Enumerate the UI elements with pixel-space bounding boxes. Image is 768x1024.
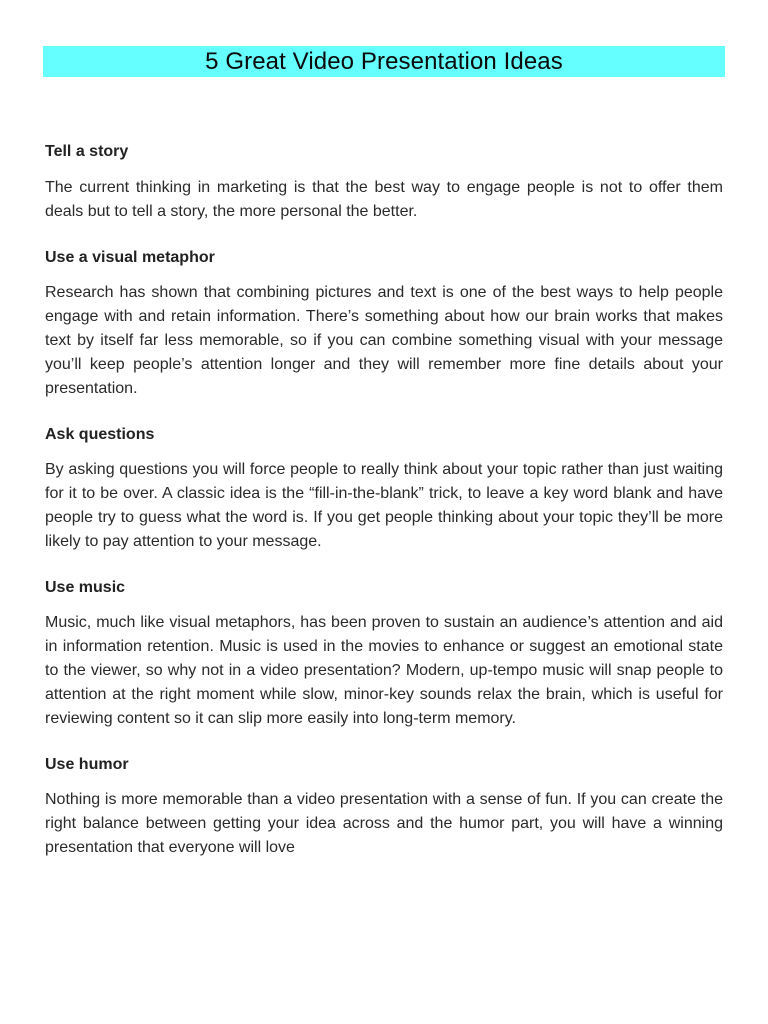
section-paragraph: Research has shown that combining pictures and text is one of the best ways to help people engage with and retain information. There’s something about how our brain works that makes text by itself far less memorable, so if you can combine something visual with your message you’ll keep people’s attention longer and they will remember more fine details about your presentation. — [45, 284, 723, 397]
section-heading: Ask questions — [45, 426, 155, 443]
document-title: 5 Great Video Presentation Ideas — [205, 47, 563, 75]
section-heading: Use a visual metaphor — [45, 249, 215, 266]
section-paragraph: By asking questions you will force people to really think about your topic rather than just waiting for it to be over. A classic idea is the “fill-in-the-blank” trick, to leave a key word blank and have people try to guess what the word is. If you get people thinking about your topic they’ll be more likely to pay attention to your message. — [45, 461, 723, 550]
section-use-music — [45, 578, 723, 731]
section-ask-questions — [45, 425, 723, 554]
section-heading: Use humor — [45, 756, 129, 773]
title-banner — [43, 46, 725, 77]
section-heading: Tell a story — [45, 143, 129, 160]
section-tell-a-story — [45, 142, 723, 224]
section-use-humor — [45, 755, 723, 860]
document-body — [45, 142, 723, 860]
section-paragraph: Nothing is more memorable than a video presentation with a sense of fun. If you can create the right balance between getting your idea across and the humor part, you will have a winning presentation that everyone will love — [45, 791, 723, 856]
section-paragraph: The current thinking in marketing is that the best way to engage people is not to offer them deals but to tell a story, the more personal the better. — [45, 179, 723, 220]
section-heading: Use music — [45, 579, 126, 596]
section-paragraph: Music, much like visual metaphors, has been proven to sustain an audience’s attention and aid in information retention. Music is used in the movies to enhance or suggest an emotional state to the viewer, so why not in a video presentation? Modern, up-tempo music will snap people to attention at the right moment while slow, minor-key sounds relax the brain, which is useful for reviewing content so it can slip more easily into long-term memory. — [45, 614, 723, 727]
section-use-a-visual-metaphor — [45, 248, 723, 401]
